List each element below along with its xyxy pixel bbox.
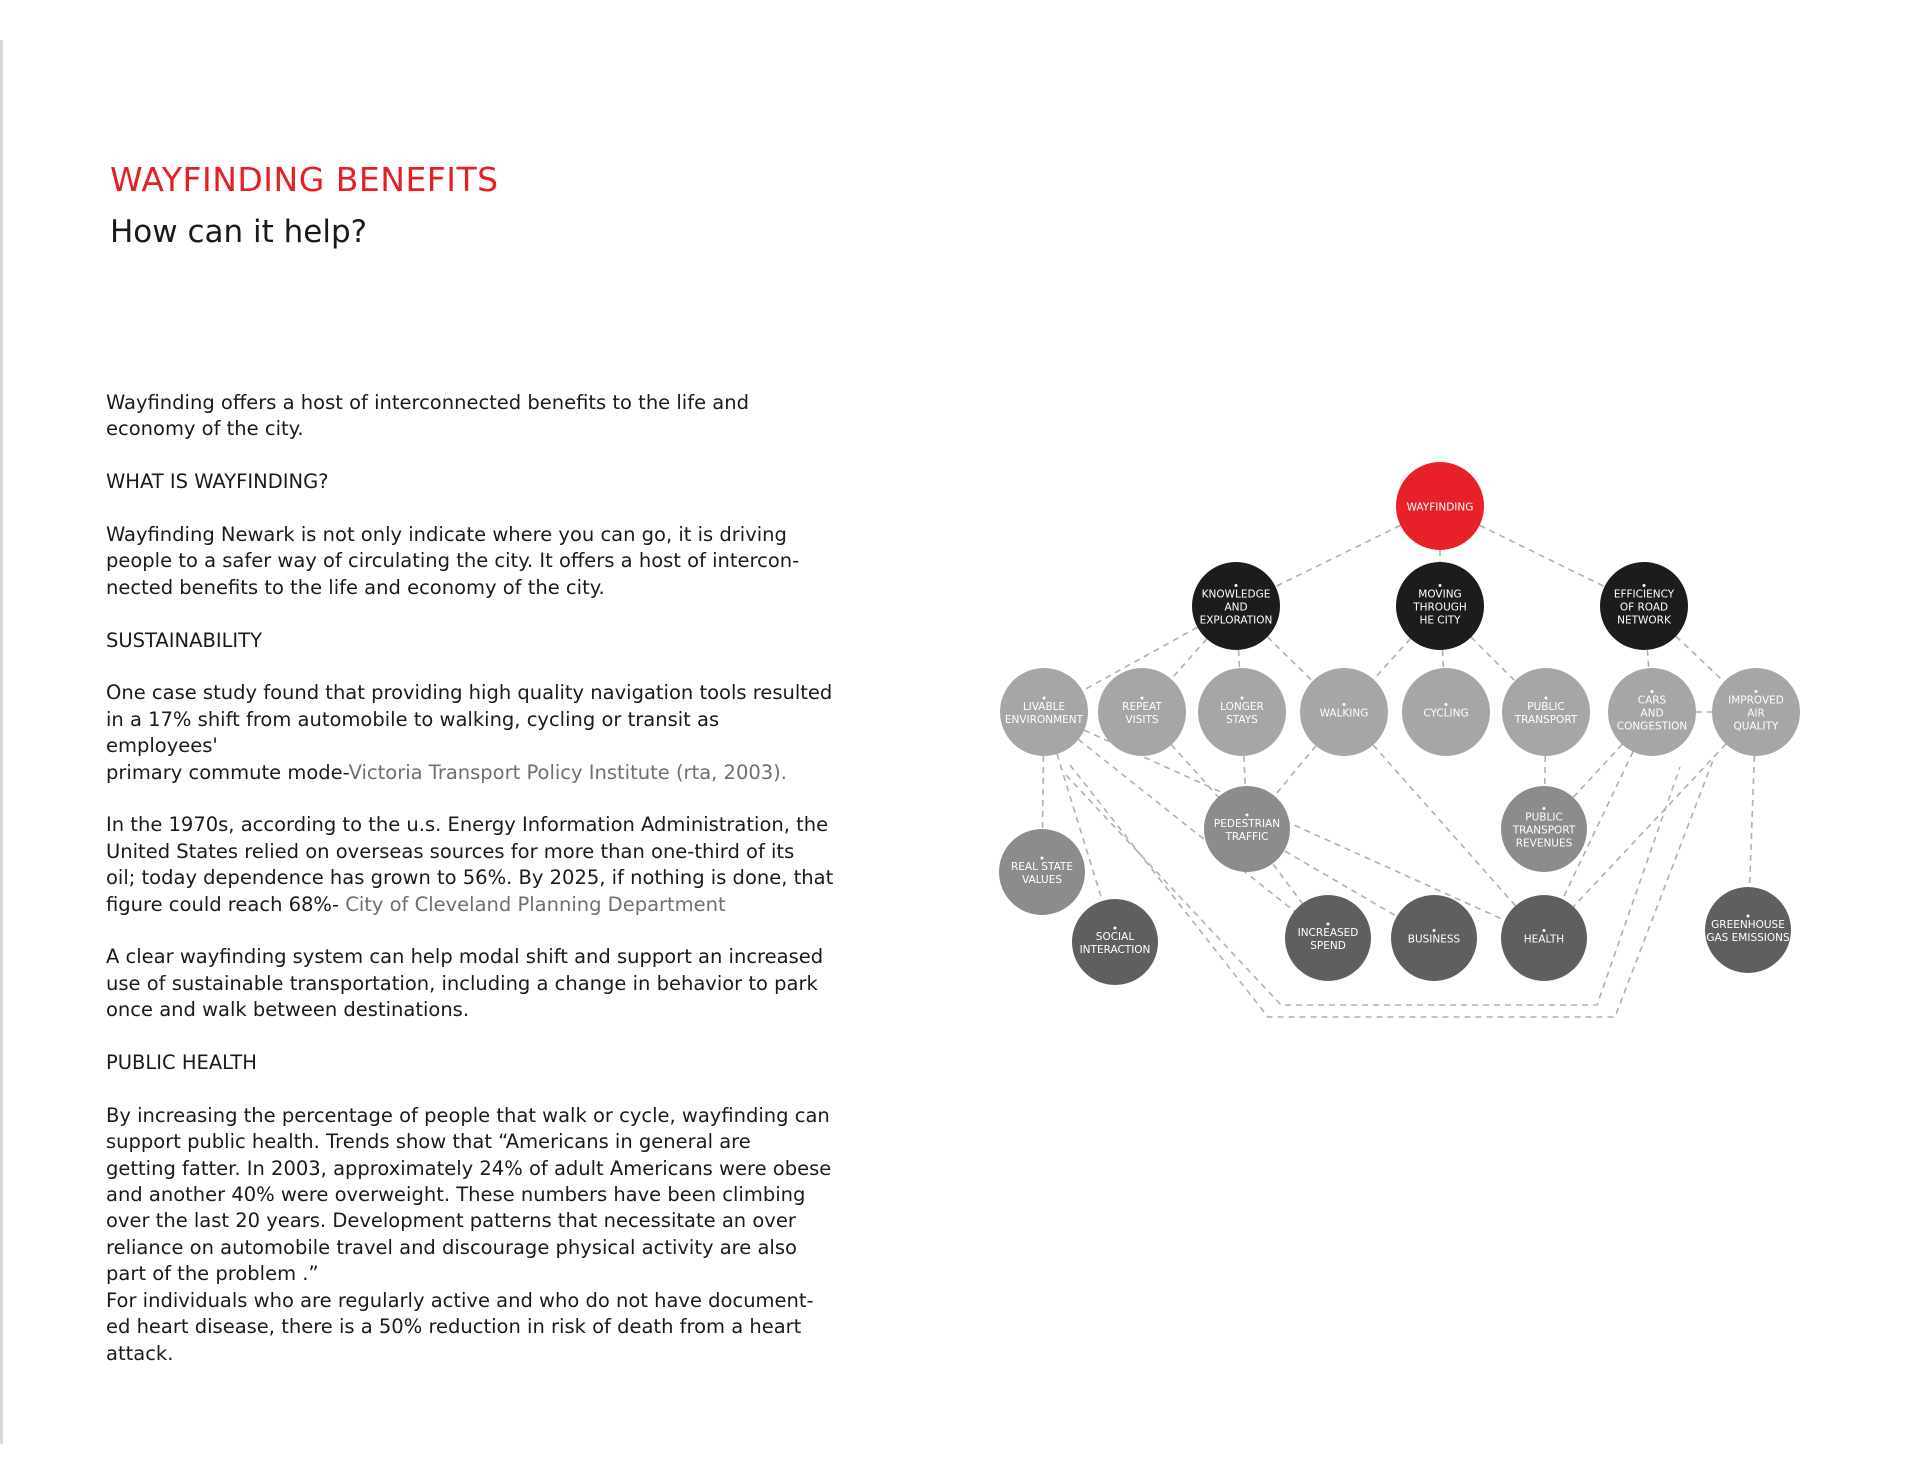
diagram-node-moving	[1396, 562, 1484, 650]
diagram-node-wayfinding	[1396, 462, 1484, 550]
diagram-node-label-livable-0: LIVABLE	[1022, 701, 1066, 713]
diagram-node-label-ptrevenues-0: PUBLIC	[1525, 811, 1563, 824]
diagram-node-dot-cycling	[1445, 703, 1448, 706]
diagram-node-label-cars-2: CONGESTION	[1616, 720, 1688, 733]
diagram-node-spend	[1285, 895, 1371, 981]
diagram-node-label-health-0: HEALTH	[1523, 933, 1565, 946]
diagram-node-longer	[1198, 668, 1286, 756]
sustainability-paragraph-1	[106, 680, 836, 786]
diagram-node-dot-greenhouse	[1747, 915, 1750, 918]
diagram-node-label-ptrevenues-1: TRANSPORT	[1512, 824, 1576, 837]
diagram-node-label-cycling-0: CYCLING	[1423, 707, 1469, 720]
diagram-node-dot-ptrevenues	[1543, 807, 1546, 810]
diagram-node-label-greenhouse-0: GREENHOUSE	[1711, 919, 1785, 931]
diagram-node-label-airquality-2: QUALITY	[1733, 720, 1779, 733]
diagram-node-dot-repeat	[1141, 697, 1144, 700]
diagram-node-efficiency	[1600, 562, 1688, 650]
diagram-node-greenhouse	[1705, 887, 1791, 973]
body-text	[106, 390, 836, 1393]
page-left-rule	[0, 40, 3, 1444]
diagram-node-label-cars-1: AND	[1640, 707, 1664, 720]
what-is-wayfinding-heading: WHAT IS WAYFINDING?	[106, 470, 329, 494]
diagram-node-label-walking-0: WALKING	[1319, 707, 1369, 720]
diagram-node-airquality	[1712, 668, 1800, 756]
diagram-node-dot-walking	[1343, 703, 1346, 706]
diagram-node-label-greenhouse-1: GAS EMISSIONS	[1706, 932, 1790, 944]
diagram-node-label-ptrevenues-2: REVENUES	[1515, 837, 1573, 850]
diagram-node-dot-publictransport	[1545, 697, 1548, 700]
diagram-node-ptrevenues	[1501, 786, 1587, 872]
diagram-node-realstate	[999, 829, 1085, 915]
sustainability-heading: SUSTAINABILITY	[106, 628, 263, 652]
diagram-node-label-pedestrian-1: TRAFFIC	[1225, 831, 1269, 843]
diagram-node-repeat	[1098, 668, 1186, 756]
diagram-node-label-pedestrian-0: PEDESTRIAN	[1213, 818, 1281, 830]
what-is-wayfinding-paragraph: Wayfinding Newark is not only indicate where you can go, it is driving people to a safer way of circulating the city. It offers a host of intercon- nected benefits to the life and economy of the city.	[106, 523, 800, 599]
diagram-node-business	[1391, 895, 1477, 981]
diagram-node-knowledge	[1192, 562, 1280, 650]
diagram-node-label-moving-2: HE CITY	[1419, 614, 1461, 627]
diagram-node-publictransport	[1502, 668, 1590, 756]
sustainability-paragraph-3: A clear wayfinding system can help modal shift and support an increased use of sustainable transportation, including a change in behavior to park once and walk between destinations.	[106, 945, 824, 1022]
diagram-node-label-knowledge-1: AND	[1224, 601, 1248, 614]
diagram-node-label-wayfinding-0: WAYFINDING	[1406, 501, 1474, 514]
diagram-node-label-spend-1: SPEND	[1310, 940, 1346, 952]
diagram-node-label-social-0: SOCIAL	[1095, 931, 1135, 943]
public-health-paragraph-2: For individuals who are regularly active and who do not have document- ed heart disease, there is a 50% reduction in risk of death from a heart attack.	[106, 1288, 814, 1365]
diagram-node-label-longer-0: LONGER	[1220, 701, 1264, 713]
page-title: WAYFINDING BENEFITS	[110, 160, 499, 199]
diagram-node-label-airquality-0: IMPROVED	[1728, 694, 1784, 707]
sustainability-paragraph-1-source: Victoria Transport Policy Institute (rta, 2003).	[348, 760, 787, 784]
diagram-node-label-repeat-1: VISITS	[1125, 714, 1159, 726]
diagram-node-dot-health	[1543, 929, 1546, 932]
diagram-node-dot-social	[1114, 927, 1117, 930]
diagram-node-label-efficiency-1: OF ROAD	[1619, 601, 1669, 614]
sustainability-paragraph-2	[106, 812, 836, 918]
diagram-node-dot-spend	[1327, 923, 1330, 926]
diagram-loop-outer	[1070, 755, 1715, 1017]
diagram-node-dot-longer	[1241, 697, 1244, 700]
diagram-node-dot-business	[1433, 929, 1436, 932]
page-subtitle: How can it help?	[110, 214, 368, 250]
benefits-diagram	[980, 440, 1820, 1040]
diagram-node-dot-airquality	[1755, 690, 1758, 693]
diagram-node-label-livable-1: ENVIRONMENT	[1004, 714, 1084, 726]
diagram-node-cars	[1608, 668, 1696, 756]
diagram-node-dot-moving	[1439, 584, 1442, 587]
sustainability-paragraph-2-text: In the 1970s, according to the u.s. Energy Information Administration, the United States relied on overseas sources for more than one-third of its oil; today dependence has grown to 56%. By 2025, if nothing is done, that figure could reach 68%-	[106, 813, 834, 916]
diagram-node-label-social-1: INTERACTION	[1079, 944, 1151, 956]
public-health-heading: PUBLIC HEALTH	[106, 1051, 257, 1075]
diagram-node-label-realstate-0: REAL STATE	[1011, 861, 1073, 873]
diagram-node-label-longer-1: STAYS	[1226, 714, 1258, 726]
diagram-node-dot-cars	[1651, 690, 1654, 693]
diagram-node-dot-knowledge	[1235, 584, 1238, 587]
diagram-node-livable	[1000, 668, 1088, 756]
diagram-node-label-knowledge-0: KNOWLEDGE	[1201, 588, 1271, 601]
diagram-node-label-publictransport-0: PUBLIC	[1527, 701, 1565, 713]
diagram-nodes	[999, 462, 1800, 985]
diagram-node-dot-realstate	[1041, 857, 1044, 860]
diagram-node-label-cars-0: CARS	[1637, 694, 1667, 707]
public-health-paragraph-1: By increasing the percentage of people that walk or cycle, wayfinding can support public health. Trends show that “Americans in general are getting fatter. In 2003, approximately 24% of adult Americans were obese and another 40% were overweight. These numbers have been climbing over the last 20 years. Development patterns that necessitate an over reliance on automobile travel and discourage physical activity are also part of the problem .”	[106, 1103, 832, 1286]
benefits-diagram-svg	[980, 440, 1820, 1040]
diagram-node-dot-livable	[1043, 697, 1046, 700]
diagram-node-label-realstate-1: VALUES	[1021, 874, 1063, 886]
diagram-node-pedestrian	[1204, 786, 1290, 872]
diagram-node-label-moving-0: MOVING	[1418, 588, 1462, 601]
diagram-node-cycling	[1402, 668, 1490, 756]
diagram-node-label-efficiency-2: NETWORK	[1617, 614, 1671, 627]
diagram-node-label-repeat-0: REPEAT	[1122, 701, 1162, 713]
intro-paragraph: Wayfinding offers a host of interconnected benefits to the life and economy of the city.	[106, 391, 749, 441]
sustainability-paragraph-2-source: City of Cleveland Planning Department	[345, 892, 726, 916]
diagram-node-label-airquality-1: AIR	[1747, 707, 1765, 720]
diagram-node-label-spend-0: INCREASED	[1297, 927, 1359, 939]
diagram-node-social	[1072, 899, 1158, 985]
diagram-node-health	[1501, 895, 1587, 981]
diagram-node-label-publictransport-1: TRANSPORT	[1514, 714, 1578, 726]
diagram-node-label-moving-1: THROUGH	[1413, 601, 1467, 614]
diagram-node-walking	[1300, 668, 1388, 756]
diagram-node-label-knowledge-2: EXPLORATION	[1199, 614, 1273, 627]
diagram-node-label-business-0: BUSINESS	[1407, 933, 1461, 946]
diagram-node-dot-efficiency	[1643, 584, 1646, 587]
diagram-node-dot-pedestrian	[1246, 814, 1249, 817]
sustainability-paragraph-1-text: One case study found that providing high quality navigation tools resulted in a 17% shift from automobile to walking, cycling or transit as employees' primary commute mode-	[106, 681, 833, 784]
diagram-node-label-efficiency-0: EFFICIENCY	[1613, 588, 1675, 601]
